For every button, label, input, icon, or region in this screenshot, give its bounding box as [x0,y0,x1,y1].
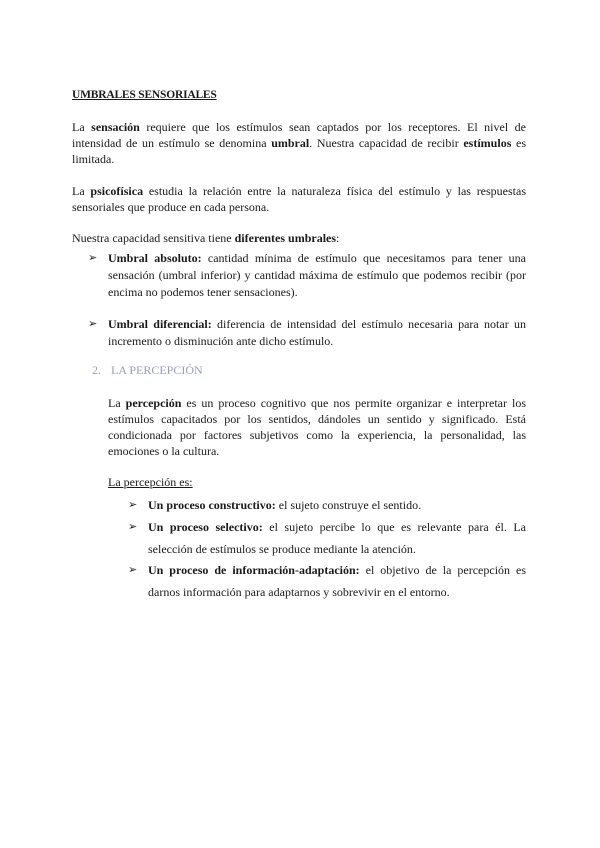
paragraph-thresholds-intro: Nuestra capacidad sensitiva tiene diferentes umbrales: [72,231,340,245]
paragraph-psychophysics: La psicofísica estudia la relación entre la naturaleza física del estímulo y las respuestas sensoriales que produce en cada persona. [72,184,527,214]
arrow-bullet-icon: ➢ [128,499,138,511]
arrow-bullet-icon: ➢ [128,521,138,533]
bullet-term: Umbral absoluto: [108,251,202,265]
term-estimulos: estímulos [463,136,512,150]
arrow-bullet-icon: ➢ [128,564,138,576]
arrow-bullet-icon: ➢ [88,252,98,264]
paragraph-sensation: La sensación requiere que los estímulos sean captados por los receptores. El nivel de intensidad de un estímulo se denomina umbral. Nuestra capacidad de recibir estímulos es limitada. [72,120,527,166]
arrow-bullet-icon: ➢ [88,318,98,330]
section-title: UMBRALES SENSORIALES [72,89,217,101]
perception-list-label: La percepción es: [108,475,193,489]
perception-item-term: Un proceso selectivo: [148,520,263,534]
paragraph-perception: La percepción es un proceso cognitivo que nos permite organizar e interpretar los estímulos capacitados por los sentidos, dándoles un sentido y significado. Está condicionada por factores subjetivos como la experiencia, la personalidad, las emociones o la cultura. [108,396,526,458]
term-diferentes-umbrales: diferentes umbrales [234,231,337,245]
section-heading-perception [92,363,203,378]
bullet-absolute-threshold: ➢ Umbral absoluto: cantidad mínima de estímulo que necesitamos para tener una sensación (umbral inferior) y cantidad máxima de estímulo que podemos recibir (por encima no podemos tener sensaciones). [88,251,526,299]
perception-item-term: Un proceso constructivo: [148,498,276,512]
perception-item-term: Un proceso de información-adaptación: [148,563,360,577]
term-percepcion: percepción [125,396,182,410]
perception-item-information-adaptation: ➢ Un proceso de información-adaptación: el objetivo de la percepción es darnos información para adaptarnos y sobrevivir en el entorno. [128,559,526,603]
term-umbral: umbral [271,136,310,150]
section-number: 2. [92,363,101,377]
section-heading-text: LA PERCEPCIÓN [111,363,203,377]
bullet-term: Umbral diferencial: [108,317,212,331]
bullet-differential-threshold: ➢ Umbral diferencial: diferencia de intensidad del estímulo necesaria para notar un incremento o disminución ante dicho estímulo. [88,317,526,348]
term-sensacion: sensación [91,120,140,134]
term-psicofisica: psicofísica [90,184,144,198]
perception-item-constructive: ➢ Un proceso constructivo: el sujeto construye el sentido. [128,494,526,516]
perception-item-selective: ➢ Un proceso selectivo: el sujeto percibe lo que es relevante para él. La selección de estímulos se produce mediante la atención. [128,516,526,560]
